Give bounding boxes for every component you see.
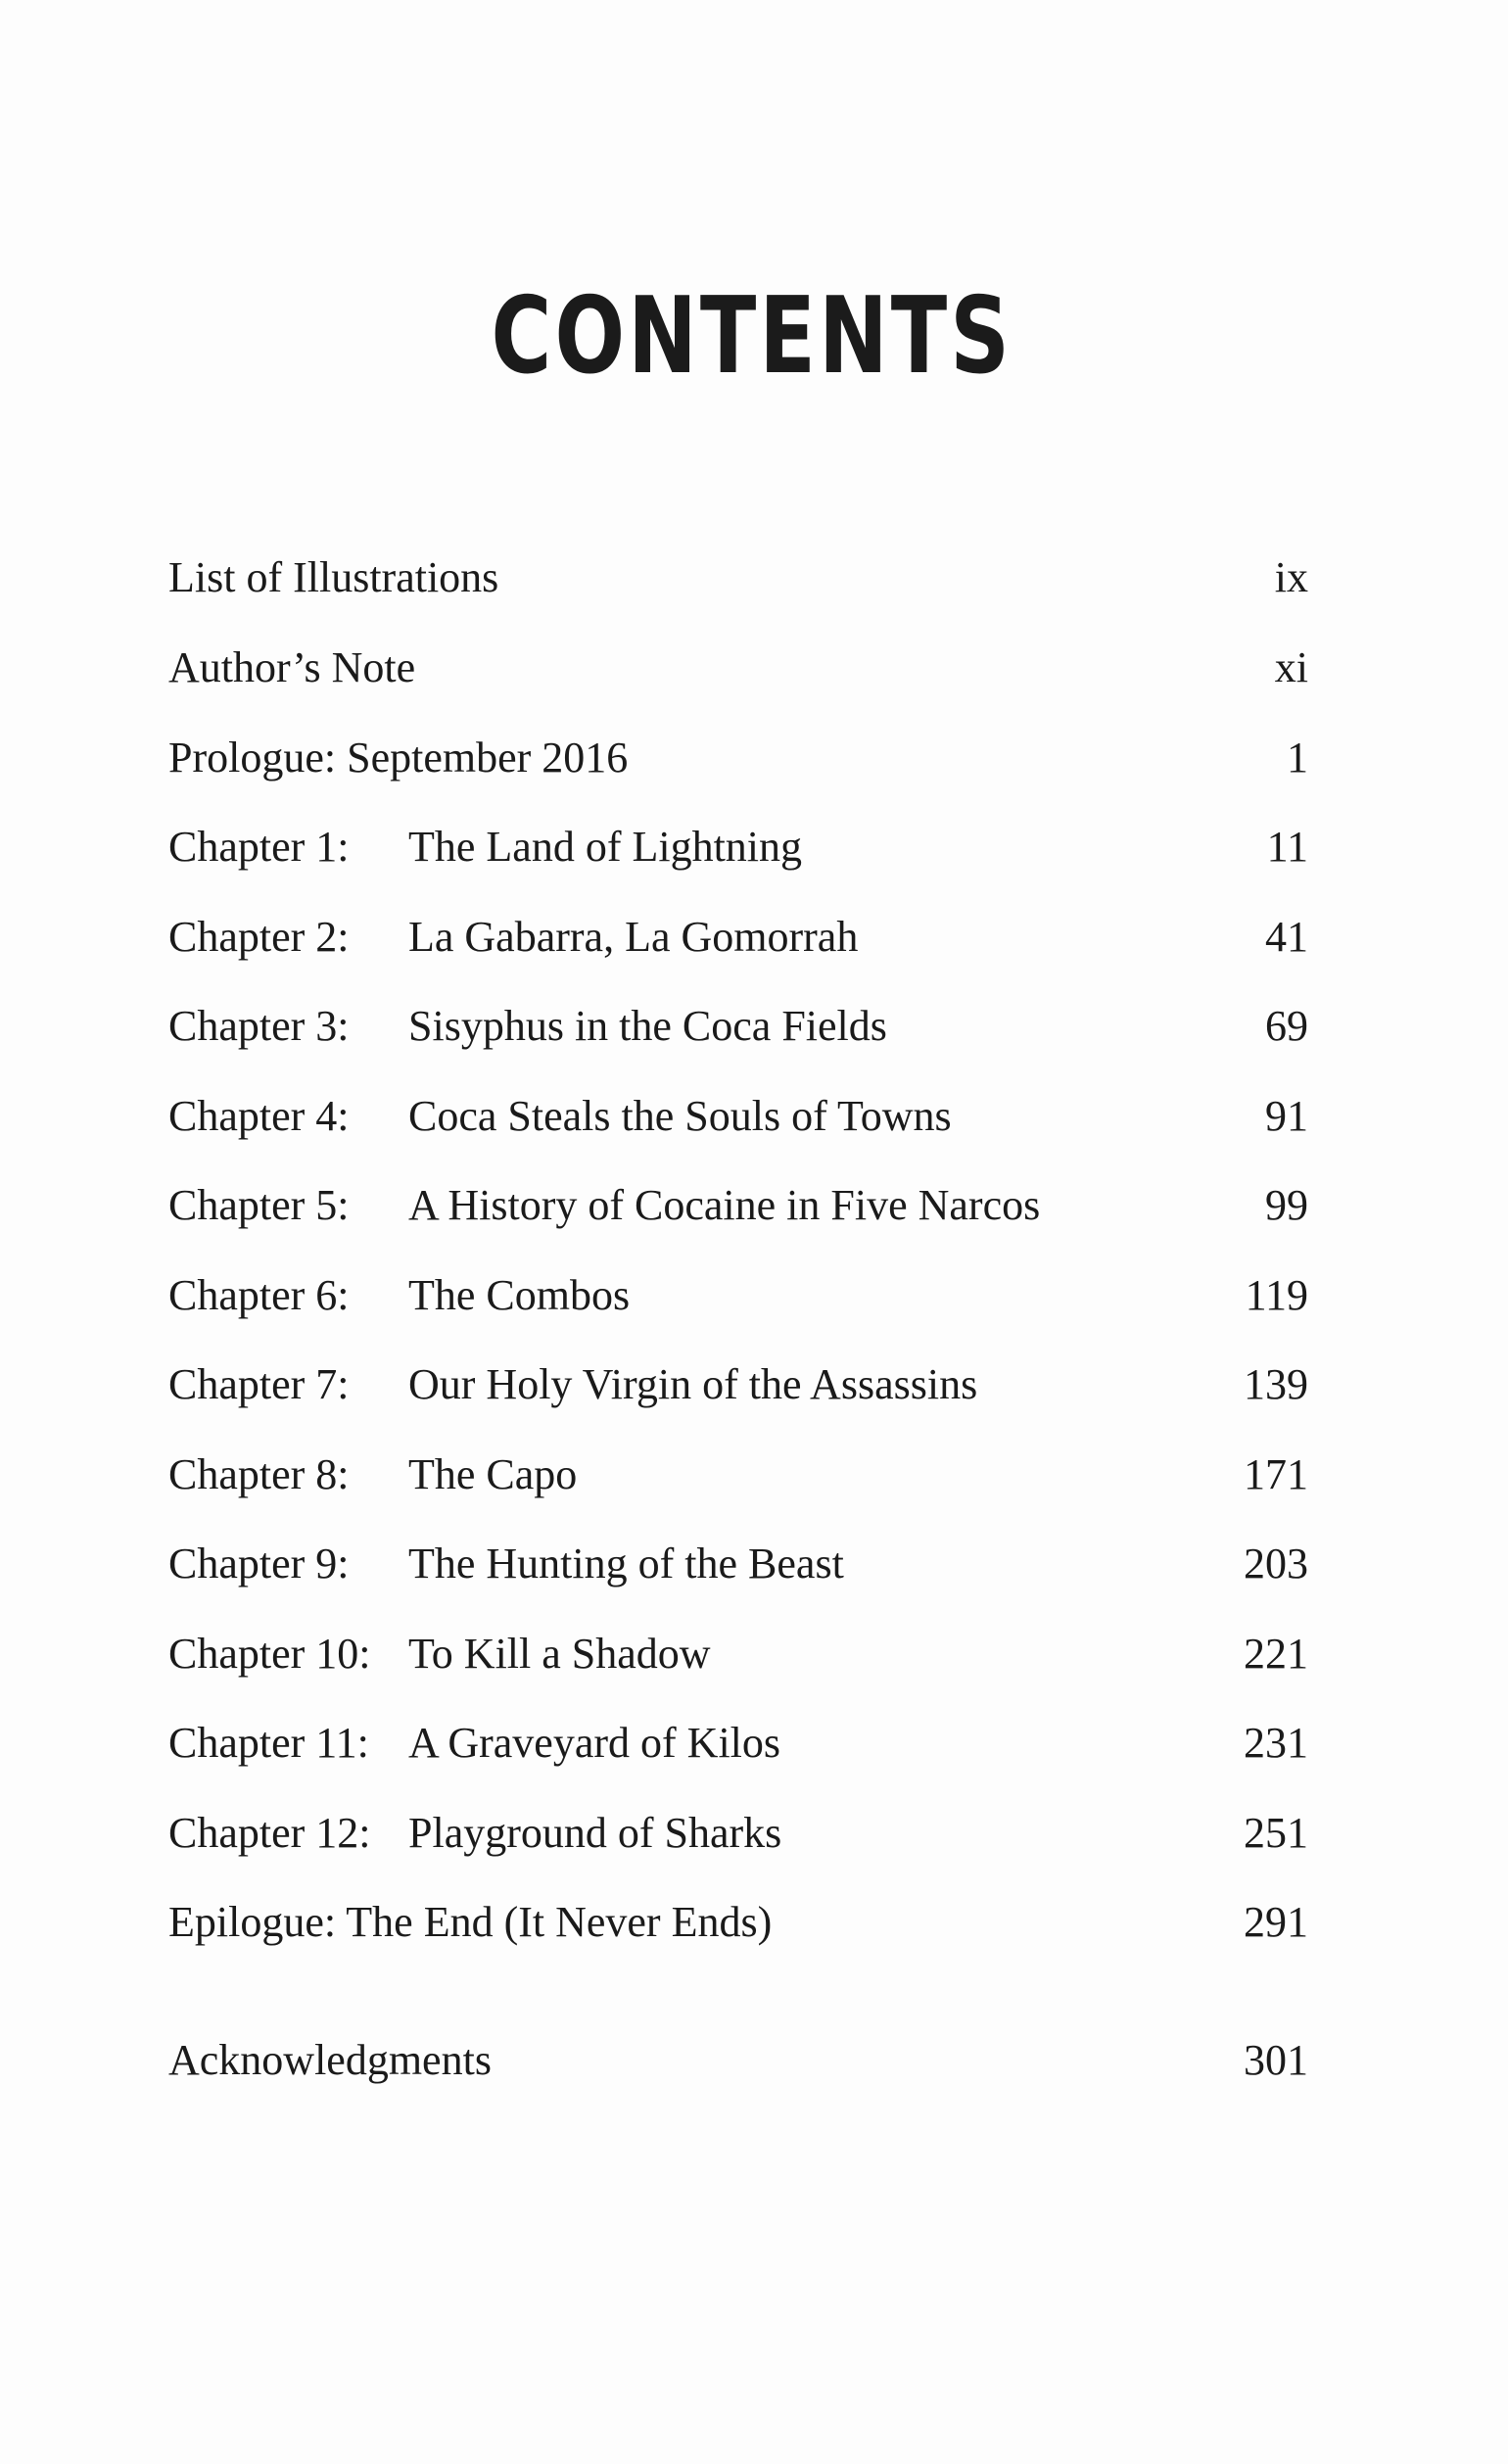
toc-page-number: 221 — [1244, 1630, 1308, 1678]
chapter-title: Our Holy Virgin of the Assassins — [408, 1360, 978, 1408]
toc-entry-chapter-12 — [168, 1804, 1308, 1863]
chapter-number: Chapter 8: — [168, 1450, 350, 1498]
chapter-title: The Hunting of the Beast — [408, 1540, 844, 1587]
toc-page-number: ix — [1274, 553, 1308, 601]
toc-page-number: 41 — [1265, 913, 1308, 961]
chapter-number: Chapter 12: — [168, 1809, 371, 1857]
toc-entry-label: List of Illustrations — [168, 553, 499, 601]
toc-page-number: 91 — [1265, 1092, 1308, 1140]
toc-page-number: 119 — [1245, 1271, 1308, 1319]
chapter-number: Chapter 6: — [168, 1271, 350, 1319]
toc-entry-label: Acknowledgments — [168, 2036, 492, 2084]
chapter-number: Chapter 9: — [168, 1540, 350, 1587]
chapter-number: Chapter 10: — [168, 1630, 371, 1678]
toc-page-number: 11 — [1266, 823, 1308, 871]
toc-page-number: 231 — [1244, 1719, 1308, 1767]
toc-page-number: 251 — [1244, 1809, 1308, 1857]
chapter-title: A History of Cocaine in Five Narcos — [408, 1181, 1041, 1229]
toc-entry-epilogue — [168, 1893, 1308, 1952]
toc-entry-authors-note — [168, 639, 1308, 697]
toc-entry-chapter-9 — [168, 1535, 1308, 1593]
toc-entry-chapter-8 — [168, 1445, 1308, 1504]
chapter-title: A Graveyard of Kilos — [408, 1719, 781, 1767]
chapter-title: The Capo — [408, 1450, 578, 1498]
chapter-number: Chapter 4: — [168, 1092, 350, 1140]
chapter-number: Chapter 2: — [168, 913, 350, 961]
toc-page-number: 139 — [1244, 1360, 1308, 1408]
page-title: CONTENTS — [491, 275, 1013, 398]
toc-entry-list-of-illustrations — [168, 548, 1308, 607]
chapter-number: Chapter 11: — [168, 1719, 369, 1767]
toc-entry-chapter-6 — [168, 1266, 1308, 1325]
chapter-title: The Combos — [408, 1271, 631, 1319]
toc-entry-chapter-5 — [168, 1176, 1308, 1235]
chapter-title: Coca Steals the Souls of Towns — [408, 1092, 952, 1140]
toc-page-number: 99 — [1265, 1181, 1308, 1229]
toc-entry-chapter-2 — [168, 908, 1308, 967]
chapter-number: Chapter 3: — [168, 1002, 350, 1050]
chapter-title: Playground of Sharks — [408, 1809, 782, 1857]
toc-page-number: 291 — [1244, 1898, 1308, 1946]
toc-entry-chapter-1 — [168, 818, 1308, 877]
chapter-number: Chapter 7: — [168, 1360, 350, 1408]
toc-entry-label: Author’s Note — [168, 643, 416, 691]
toc-page-number: 1 — [1287, 734, 1308, 782]
toc-entry-label: Prologue: September 2016 — [168, 734, 629, 782]
toc-entry-acknowledgments — [168, 2031, 1308, 2090]
toc-page-number: 203 — [1244, 1540, 1308, 1587]
chapter-number: Chapter 5: — [168, 1181, 350, 1229]
chapter-title: The Land of Lightning — [408, 823, 803, 871]
toc-entry-prologue — [168, 729, 1308, 787]
toc-page-number: 69 — [1265, 1002, 1308, 1050]
toc-entry-chapter-11 — [168, 1714, 1308, 1773]
chapter-number: Chapter 1: — [168, 823, 350, 871]
toc-entry-chapter-4 — [168, 1087, 1308, 1146]
toc-entry-chapter-7 — [168, 1355, 1308, 1414]
toc-page-number: 171 — [1244, 1450, 1308, 1498]
chapter-title: To Kill a Shadow — [408, 1630, 711, 1678]
toc-page-number: xi — [1274, 643, 1308, 691]
toc-entry-label: Epilogue: The End (It Never Ends) — [168, 1898, 773, 1946]
toc-page-number: 301 — [1244, 2036, 1308, 2084]
toc-entry-chapter-3 — [168, 997, 1308, 1056]
toc-entry-chapter-10 — [168, 1625, 1308, 1683]
chapter-title: La Gabarra, La Gomorrah — [408, 913, 859, 961]
chapter-title: Sisyphus in the Coca Fields — [408, 1002, 887, 1050]
